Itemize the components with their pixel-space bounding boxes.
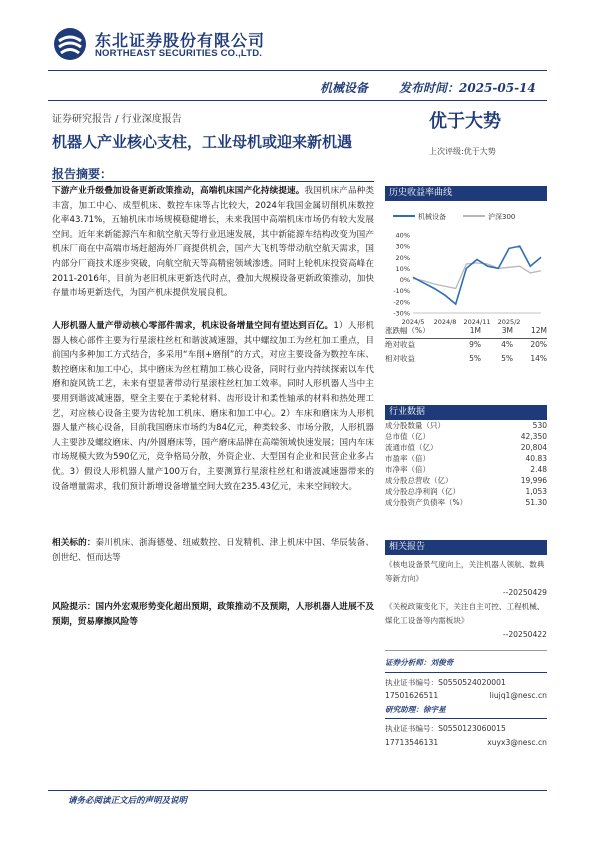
x-tick-label: 2024/11: [463, 318, 491, 326]
related-divider: [385, 650, 547, 651]
market-row: [385, 475, 547, 486]
market-value: 51.30: [525, 498, 547, 507]
market-row: [385, 497, 547, 508]
perf-cell: 绝对收益: [385, 340, 415, 349]
perf-header-cell: 3M: [501, 326, 513, 335]
market-row: [385, 464, 547, 475]
assistant-divider: [385, 718, 547, 719]
perf-cell: 5%: [501, 354, 513, 363]
header-divider: [48, 70, 547, 71]
series-line-2: [413, 263, 541, 289]
market-row: [385, 486, 547, 497]
assistant-title: 研究助理：徐宇星: [385, 704, 446, 714]
analyst-phone: 17501626511: [385, 691, 439, 700]
report-title: 机器人产业核心支柱，工业母机或迎来新机遇: [52, 133, 353, 151]
perf-header-cell: 涨跌幅（%）: [385, 326, 430, 335]
market-label: 市盈率（倍）: [385, 454, 430, 463]
x-tick-label: 2025/2: [497, 318, 521, 326]
assistant-email[interactable]: xuyx3@nesc.cn: [487, 737, 547, 747]
y-tick-label: -30%: [393, 309, 410, 318]
performance-row: [385, 352, 547, 366]
analyst-contact: [385, 689, 547, 703]
legend-label-series-2: 沪深300: [488, 213, 516, 221]
y-tick-label: 30%: [395, 242, 410, 251]
series-line-1: [413, 246, 541, 304]
summary-heading: 报告摘要：: [52, 167, 113, 181]
performance-header-divider: [385, 338, 547, 339]
logo-mark-icon: [53, 27, 87, 61]
footer-disclaimer[interactable]: 请务必阅读正文后的声明及说明: [68, 796, 188, 806]
market-value: 1,053: [525, 487, 547, 496]
paragraph-1-body: 我国机床产品种类丰富，加工中心、成型机床、数控车床等占比较大，2024年我国金属切削机床数控化率43.71%，五轴机床市场规模稳健增长，未来我国中高端机床市场仍有较大发展空间。近年来新能源汽车和航空航天等行业迅速发展，其中新能源车结构改变为国产机床厂商在中高端市场赶超海外厂商提供机会，国产大飞机等带动航空航天需求，国内部分厂商技术逐步突破，向航空航天等高精密领域渗透。同时上轮机床投资高峰在2011-2016年，目前为老旧机床更新迭代时点，叠加大规模设备更新政策推动，加快存量市场更新迭代，为国产机床提供发展良机。: [52, 186, 374, 299]
analyst-license: 执业证书编号：S0550524020001: [385, 677, 506, 687]
market-label: 流通市值（亿）: [385, 443, 438, 452]
previous-rating: 上次评级:优于大势: [429, 147, 496, 156]
perf-cell: 20%: [530, 340, 547, 349]
perf-cell: 相对收益: [385, 354, 415, 363]
performance-row: [385, 338, 547, 352]
market-row: [385, 453, 547, 464]
assistant-phone: 17713546131: [385, 737, 439, 747]
performance-table: [385, 324, 547, 366]
related-report-date: --20250429: [502, 588, 547, 597]
analyst-email[interactable]: liujq1@nesc.cn: [489, 691, 547, 700]
chart-lines: [413, 246, 541, 304]
market-label: 成分股数量（只）: [385, 421, 445, 430]
market-value: 2.48: [530, 465, 547, 474]
y-tick-label: 40%: [395, 231, 410, 240]
company-name-en: NORTHEAST SECURITIES CO.,LTD.: [95, 48, 263, 59]
perf-cell: 5%: [469, 354, 481, 363]
publish-date: 发布时间：2025-05-14: [399, 81, 536, 95]
header-divider-2: [48, 100, 547, 101]
legend-label-series-1: 机械设备: [418, 213, 446, 221]
report-type: 证券研究报告 / 行业深度报告: [52, 114, 182, 125]
y-tick-label: -20%: [393, 298, 410, 307]
market-section-title: 行业数据: [385, 405, 547, 420]
market-value: 19,996: [520, 476, 547, 485]
summary-paragraph-1: [52, 184, 374, 301]
paragraph-2-body: 1）人形机器人核心部件主要为行星滚柱丝杠和谐波减速器，其中螺纹加工为丝杠加工重点，目前国内多种加工方式结合，多采用“车削+磨削”的方式，对应主要设备为数控车床、数控磨床和加工中心，其中磨床为丝杠精加工核心设备，同时行业内持续探索以车代磨和旋风铣工艺，未来有望显著带动行星滚柱丝杠加工效率。同时人形机器人当中主要用到谐波减速器，壁全主要在于柔轮材料、齿形设计和柔性轴承的材料和热处理工艺，对应核心设备主要为齿轮加工机床、磨床和加工中心。2）车床和磨床为人形机器人量产核心设备，目前我国磨床市场约为84亿元，种类较多、市场分散，人形机器人主要涉及螺纹磨床、内/外圆磨床等，国产磨床品牌在高端领域快速发展；国内车床市场规模大致为590亿元，竞争格局分散，外资企业、大型国有企业和民营企业多占优。3）假设人形机器人量产100万台，主要测算行星滚柱丝杠和谐波减速器带来的设备增量需求，我们预计新增设备增量空间大致在235.43亿元，未来空间较大。: [52, 321, 374, 492]
market-label: 总市值（亿）: [385, 432, 430, 441]
industry-label: 机械设备: [320, 81, 369, 95]
summary-paragraph-2: [52, 319, 374, 494]
market-row: [385, 442, 547, 453]
market-label: 成分股总净利润（亿）: [385, 487, 460, 496]
market-row: [385, 431, 547, 442]
paragraph-1-lead: 下游产业升级叠加设备更新政策推动，高端机床国产化持续提速。: [52, 186, 305, 196]
summary-divider: [52, 181, 374, 182]
x-tick-label: 2024/5: [401, 318, 425, 326]
market-label: 市净率（倍）: [385, 465, 430, 474]
market-data-table: [385, 420, 547, 508]
market-row: [385, 420, 547, 431]
company-name-cn: 东北证券股份有限公司: [95, 31, 266, 50]
assistant-license: 执业证书编号：S0550123060015: [385, 724, 506, 733]
risk-warning: [52, 600, 374, 629]
analyst-title: 证券分析师：刘俊奇: [385, 658, 454, 667]
related-section-title: 相关报告: [385, 540, 547, 555]
y-tick-label: 0%: [399, 276, 410, 285]
footer-divider: [48, 790, 547, 791]
paragraph-2-lead: 人形机器人量产带动核心零部件需求，机床设备增量空间有望达到百亿。: [52, 321, 334, 331]
market-label: 成分股总营收（亿）: [385, 476, 453, 485]
performance-header-row: [385, 324, 547, 338]
related-report-title[interactable]: 《关税政策变化下，关注自主可控、工程机械、煤化工设备等内需板块》: [385, 602, 545, 625]
analyst-divider: [385, 672, 547, 673]
history-chart: [385, 205, 547, 330]
market-value: 530: [532, 421, 547, 430]
analyst-block: [385, 656, 547, 749]
related-targets-body: 秦川机床、浙海德曼、纽威数控、日发精机、津上机床中国、华辰装备、创世纪、恒而达等: [52, 538, 374, 563]
assistant-contact: [385, 736, 547, 750]
y-tick-label: 10%: [395, 264, 410, 273]
y-axis-ticks: [393, 232, 410, 318]
perf-cell: 14%: [530, 354, 547, 363]
perf-header-cell: 12M: [530, 326, 547, 335]
perf-cell: 4%: [501, 340, 513, 349]
market-value: 40.83: [525, 454, 547, 463]
x-tick-label: 2024/8: [433, 318, 457, 326]
market-value: 20,804: [520, 443, 547, 452]
related-reports: [385, 558, 547, 642]
perf-cell: 9%: [469, 340, 481, 349]
rating: 优于大势: [429, 111, 501, 132]
related-report-date: --20250422: [502, 630, 547, 639]
market-label: 成分股资产负债率（%）: [385, 498, 468, 507]
y-tick-label: 20%: [395, 253, 410, 262]
related-targets-label: 相关标的：: [52, 538, 96, 548]
history-section-title: 历史收益率曲线: [385, 186, 547, 201]
related-report-title[interactable]: 《核电设备景气度向上，关注机器人领航、数典等新方向》: [385, 560, 545, 583]
company-logo: [53, 27, 293, 63]
related-targets: [52, 536, 374, 565]
y-tick-label: -10%: [393, 287, 410, 296]
risk-warning-text: 风险提示：国内外宏观形势变化超出预期，政策推动不及预期，人形机器人进展不及预期，贸易摩擦风险等: [52, 602, 374, 627]
market-value: 42,350: [520, 432, 547, 441]
perf-header-cell: 1M: [469, 326, 481, 335]
chart-legend: [393, 212, 515, 221]
